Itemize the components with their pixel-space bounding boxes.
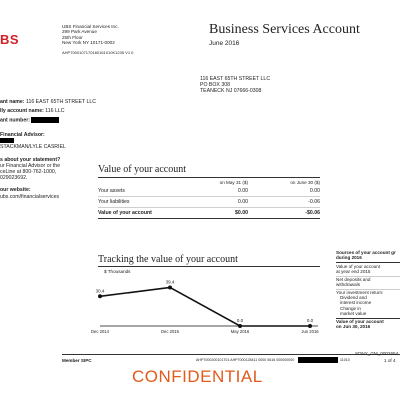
redaction-bar [0,138,14,143]
questions-text: ur Financial Advisor or the [0,162,60,169]
sender-address [62,24,119,46]
confidential-watermark: CONFIDENTIAL [132,367,263,386]
sources-item: Net deposits and [336,276,400,282]
account-name-value: 116 EAST 65TH STREET LLC [25,99,97,105]
advisor-value: STACKMAN/LYLE CASRIEL [0,144,66,151]
sources-title [336,250,400,261]
value-cell: -0.06 [308,199,320,205]
barcode-text: AHP7000107170160161010K1235 V1 0 [62,50,134,55]
sources-item: market value [340,311,367,317]
value-row: Your assets [98,188,125,194]
recipient-line: PO BOX 308 [200,82,230,89]
value-cell: 0.00 [309,188,320,194]
website-link[interactable]: ubs.com/financialservices [0,193,60,200]
divider [98,266,320,267]
value-cell: 0.00 [237,199,248,205]
value-total-row: Value of your account [98,210,152,216]
sender-line: 25th Floor [62,34,83,40]
sources-item: withdrawals [336,282,360,288]
website-label: our website: [0,187,31,194]
chart-title: Tracking the value of your account [98,254,238,265]
chart-y-label: $ Thousands [104,269,131,274]
questions-heading: s about your statement? [0,156,61,163]
data-point [238,324,242,328]
sender-line: 299 Park Avenue [62,29,97,35]
data-point [98,294,102,298]
sources-total: Value of your account [336,318,400,324]
value-row: Your liabilities [98,199,130,205]
footer-code-tail: 11010 [340,358,350,362]
ubs-logo: BS [0,32,20,47]
sources-item: Value of your account [336,264,381,269]
sources-total: on Jun 30, 2016 [336,324,371,330]
value-total-cell: -$0.06 [305,210,320,216]
questions-text: 029023692. [0,175,28,182]
account-number-label: ant number: [0,117,30,124]
sources-item: at year end 2015 [336,269,371,275]
sources-item: Change in [340,305,361,311]
column-header-june: on June 30 ($) [290,180,320,185]
recipient-line: TEANECK NJ 07666-0308 [200,88,262,95]
column-header-may: on May 31 ($) [219,180,248,185]
redaction-bar [298,357,338,363]
recipient-line: 116 EAST 65TH STREET LLC [200,76,271,82]
divider [336,262,400,263]
bates-number: SDNY_GM_0002654 [355,351,399,356]
sender-line: UBS Financial Services Inc. [62,24,119,29]
account-name-label: ant name: [0,99,25,105]
data-point [308,324,312,328]
x-tick-label: Dec 2014 [91,329,109,334]
sources-item: interest income [340,300,372,306]
data-label: 0.0 [306,318,314,323]
value-section-title: Value of your account [98,164,187,175]
account-info [0,99,95,200]
divider [98,177,320,178]
page-title: Business Services Account [209,22,360,37]
series-line [100,287,310,326]
sender-line: New York NY 10171-0002 [62,40,115,46]
redaction-bar [31,117,59,123]
sources-title-line: during 2016 [336,255,362,261]
sources-title-line: Sources of your account gr [336,250,396,255]
x-tick-label: Jun 2016 [301,329,319,334]
data-label: 30.4 [95,288,105,294]
x-tick-label: Dec 2015 [161,329,179,334]
advisor-label: Financial Advisor: [0,131,45,138]
divider [98,196,320,197]
data-label: 0.0 [236,318,244,323]
sources-item: Your investment return: [336,289,400,295]
footer-divider [62,354,400,355]
footer-code: AHP7000200101701 AHP7000128411 0000 0616 000000000 [196,358,295,362]
value-total-cell: $0.00 [235,210,248,216]
x-tick-label: May 2016 [230,329,250,334]
friendly-name-label: lly account name: [0,108,44,115]
data-point [168,285,172,289]
divider [98,207,320,208]
friendly-name-value: 116 LLC [45,108,65,115]
data-label: 39.4 [165,279,175,285]
member-sipc: Member SIPC [62,358,92,363]
statement-date: June 2016 [209,40,240,47]
questions-text: ceLine at 800-762-1000, [0,169,57,175]
value-line-chart [90,276,330,340]
value-cell: 0.00 [237,188,248,194]
recipient-address [200,76,270,95]
sources-item: Dividend and [340,295,367,301]
sources-list [336,264,400,329]
divider [98,218,320,219]
page-number: 1 of 4 [384,358,396,363]
